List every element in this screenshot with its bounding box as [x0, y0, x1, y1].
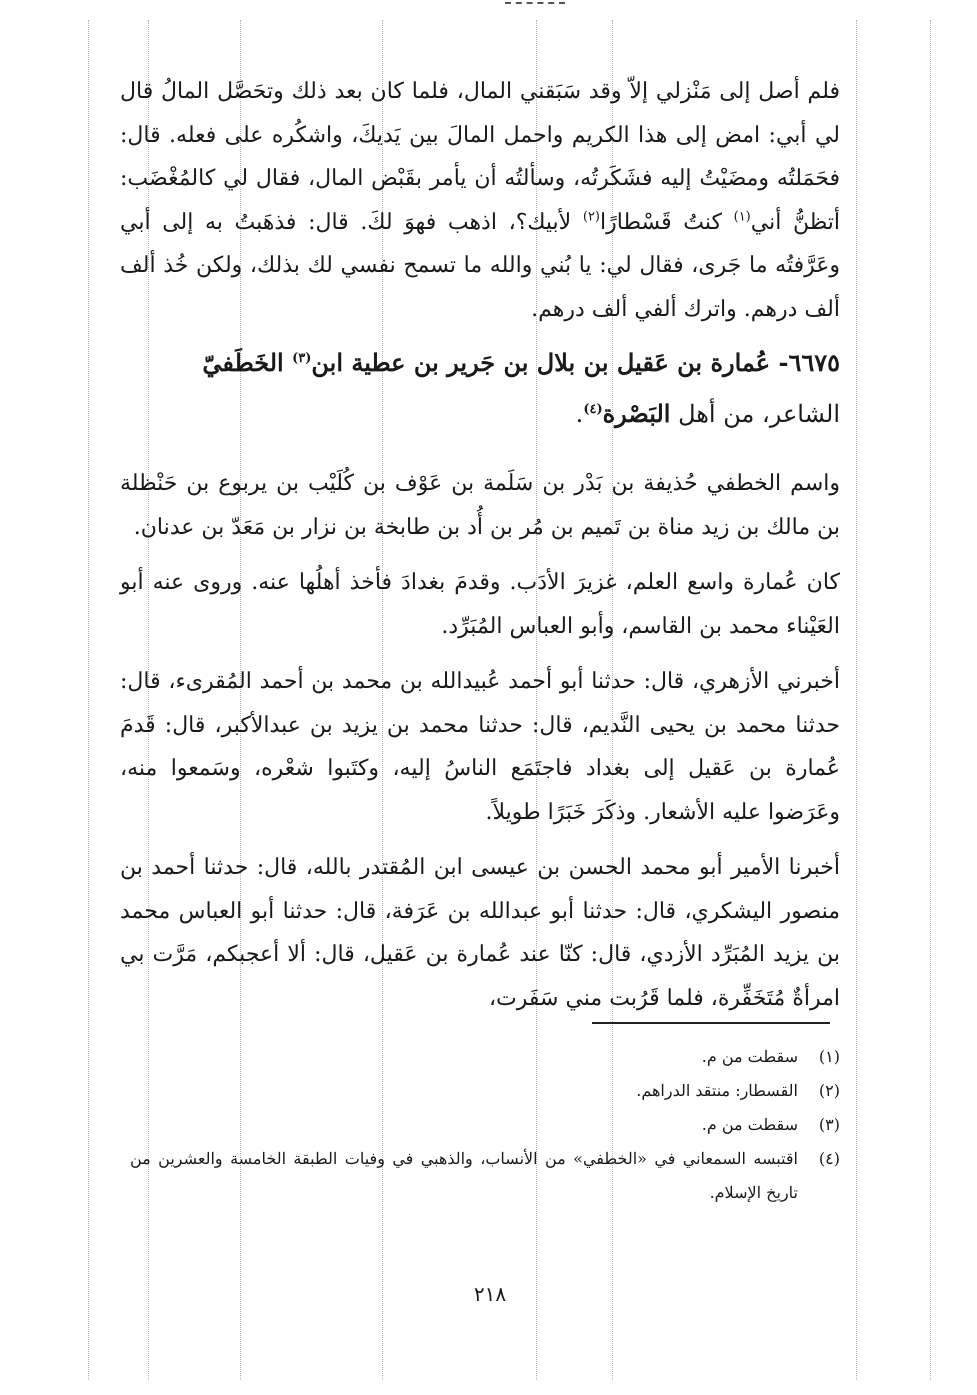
footnote-number: (٣) — [818, 1115, 840, 1134]
entry-end: . — [575, 400, 584, 428]
paragraph: أخبرني الأزهري، قال: حدثنا أبو أحمد عُبيدالله بن محمد بن أحمد المُقرىء، قال: حدثنا محمد بن يحيى النَّديم، قال: حدثنا محمد بن يزيد بن عبدالأكبر، قال: قَدمَ عُمارة بن عَقيل إلى بغداد فاجتَمَع الناسُ إليه، وكتَبوا شعْره، وسَمعوا منه، وعَرَضوا عليه الأشعار. وذكَرَ خَبَرًا طويلاً. — [120, 669, 840, 825]
scan-artifact-line — [856, 20, 857, 1380]
footnote-number: (٤) — [818, 1149, 840, 1168]
footnote — [130, 1108, 840, 1142]
footnote-ref-3[interactable]: (٣) — [292, 351, 312, 366]
footnote-text: القسطار: منتقد الدراهم. — [636, 1081, 798, 1100]
page-number: ٢١٨ — [473, 1282, 507, 1306]
footnote — [130, 1074, 840, 1108]
entry-heading — [120, 337, 840, 440]
paragraph-continued — [120, 70, 840, 331]
footnote-ref-1[interactable]: (١) — [733, 209, 751, 225]
paragraph: أخبرنا الأمير أبو محمد الحسن بن عيسى ابن المُقتدر بالله، قال: حدثنا أحمد بن منصور اليشكري، قال: حدثنا أبو عبدالله بن عَرَفة، قال: حدثنا أبو العباس محمد بن يزيد المُبَرِّد الأزدي، قال: كنّا عند عُمارة بن عَقيل، قال: ألا أعجبكم، مَرَّت بي امرأةٌ مُتَخَفِّرة، فلما قَرُبت مني سَفَرت، — [120, 855, 840, 1011]
entry-place: البَصْرة — [602, 399, 671, 428]
footnote-text: سقطت من م. — [701, 1047, 798, 1066]
footnote-ref-2[interactable]: (٢) — [582, 209, 600, 225]
footnote-number: (١) — [818, 1047, 840, 1066]
scan-artifact-top — [505, 2, 565, 7]
footnotes — [130, 1040, 840, 1210]
paragraph: واسم الخطفي حُذيفة بن بَدْر بن سَلَمة بن عَوْف بن كُلَيْب بن يربوع بن حَنْظلة بن مالك بن زيد مناة بن تَميم بن مُر بن أُد بن طابخة بن نزار بن مَعَدّ بن عدنان. — [120, 471, 840, 540]
footnote — [130, 1142, 840, 1210]
footnote-separator — [592, 1022, 830, 1024]
entry-title-end: الخَطَفيّ — [202, 348, 293, 377]
scan-artifact-line — [930, 20, 931, 1380]
paragraph-text: لأبيك؟، اذهب فهوَ لكَ. قال: فذهَبتُ به إلى أبي وعَرَّفتُه ما جَرى، فقال لي: يا بُني والله ما تسمح نفسي لك بذلك، ولكن خُذ ألف ألف درهم. واترك ألفي ألف درهم. — [120, 209, 840, 322]
footnote-number: (٢) — [818, 1081, 840, 1100]
footnote-text: سقطت من م. — [701, 1115, 798, 1134]
footnote-ref-4[interactable]: (٤) — [583, 402, 603, 417]
footnote-text: اقتبسه السمعاني في «الخطفي» من الأنساب، والذهبي في وفيات الطبقة الخامسة والعشرين من تاريخ الإسلام. — [130, 1149, 798, 1202]
scan-artifact-line — [88, 20, 89, 1380]
paragraph-text: كنتُ قَسْطارًا — [600, 209, 734, 235]
main-text — [120, 70, 840, 1032]
footnote — [130, 1040, 840, 1074]
paragraph-text: فلم أصل إلى مَنْزلي إلاّ وقد سَبَقني المال، فلما كان بعد ذلك وتحَصَّل المالُ قال لي أبي: امض إلى هذا الكريم واحمل المالَ بين يَديكَ، واشكُره على فعله. قال: فحَمَلتُه ومضَيْتُ إليه فشَكَرتُه، وسألتُه أن يأمر بقَبْض المال، فقال لي كالمُغْضَب: أتظنُّ أني — [120, 79, 840, 235]
paragraph: كان عُمارة واسع العلم، غزيرَ الأدَب. وقدمَ بغدادَ فأخذ أهلُها عنه. وروى عنه أبو العَيْناء محمد بن القاسم، وأبو العباس المُبَرِّد. — [120, 570, 840, 639]
entry-title: ٦٦٧٥- عُمارة بن عَقيل بن بلال بن جَرير بن عطية ابن — [311, 348, 840, 377]
entry-subtitle: الشاعر، من أهل — [670, 400, 840, 428]
